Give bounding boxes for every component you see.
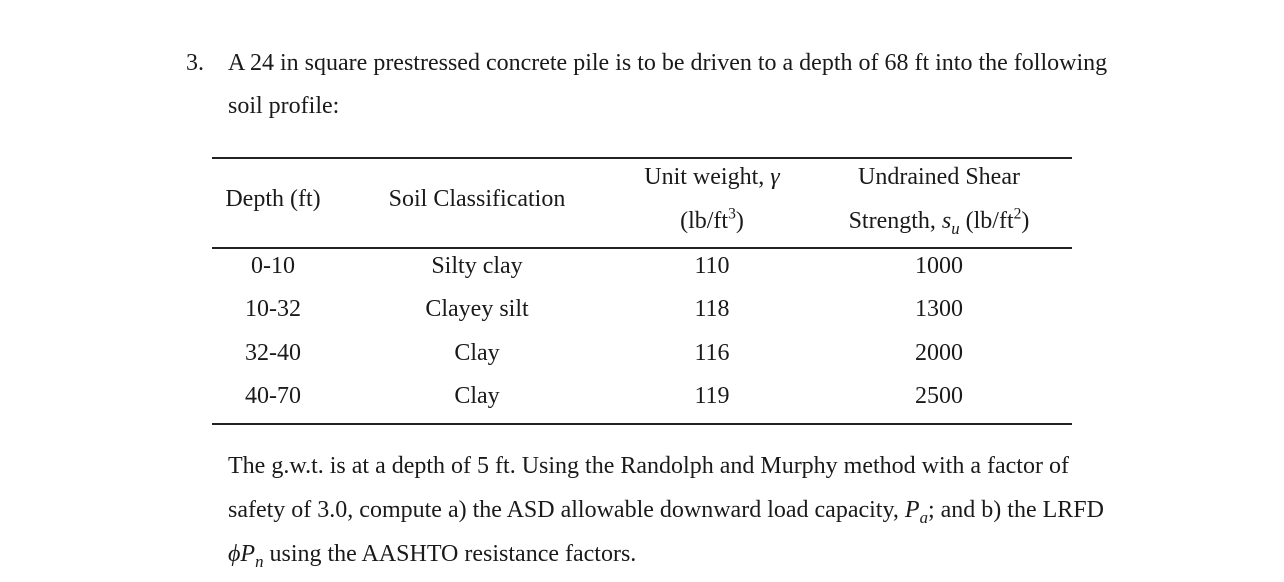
cell-depth: 10-32 (245, 296, 301, 322)
cell-unit-weight: 119 (694, 383, 730, 409)
header-soil-classification: Soil Classification (388, 186, 566, 212)
cell-shear-strength: 1300 (915, 296, 963, 322)
cell-classification: Clayey silt (425, 296, 529, 322)
header-shear-strength-units: Strength, $s_u$ $(lb/ft^2)$ (848, 205, 1030, 238)
header-unit-weight-units: $(lb/ft^3)$ (680, 205, 744, 234)
paragraph-line-3: $\phi P_n$ using the AASHTO resistance factors. (228, 541, 637, 571)
table-bottom-rule (212, 423, 1072, 425)
cell-depth: 0-10 (251, 253, 295, 279)
cell-shear-strength: 2000 (915, 340, 963, 366)
header-unit-weight: Unit weight, γ (644, 164, 780, 190)
cell-shear-strength: 2500 (915, 383, 963, 409)
cell-unit-weight: 118 (694, 296, 730, 322)
question-number: 3. (186, 50, 204, 76)
cell-classification: Silty clay (431, 253, 523, 279)
table-header-rule (212, 247, 1072, 249)
question-text-line-1: A 24 in square prestressed concrete pile is to be driven to a depth of 68 ft into the following (228, 50, 1108, 76)
cell-shear-strength: 1000 (915, 253, 963, 279)
paragraph-line-2: safety of 3.0, compute a) the ASD allowable downward load capacity, $P_a$; and b) the LRFD (228, 497, 1104, 527)
cell-classification: Clay (454, 340, 500, 366)
cell-unit-weight: 110 (694, 253, 730, 279)
cell-unit-weight: 116 (694, 340, 730, 366)
paragraph-line-1: The g.w.t. is at a depth of 5 ft. Using the Randolph and Murphy method with a factor of (228, 453, 1069, 479)
header-undrained-shear: Undrained Shear (858, 164, 1020, 190)
question-text-line-2: soil profile: (228, 93, 340, 119)
cell-depth: 40-70 (245, 383, 301, 409)
header-depth: Depth (ft) (225, 186, 321, 212)
cell-depth: 32-40 (245, 340, 301, 366)
table-top-rule (212, 157, 1072, 159)
cell-classification: Clay (454, 383, 500, 409)
